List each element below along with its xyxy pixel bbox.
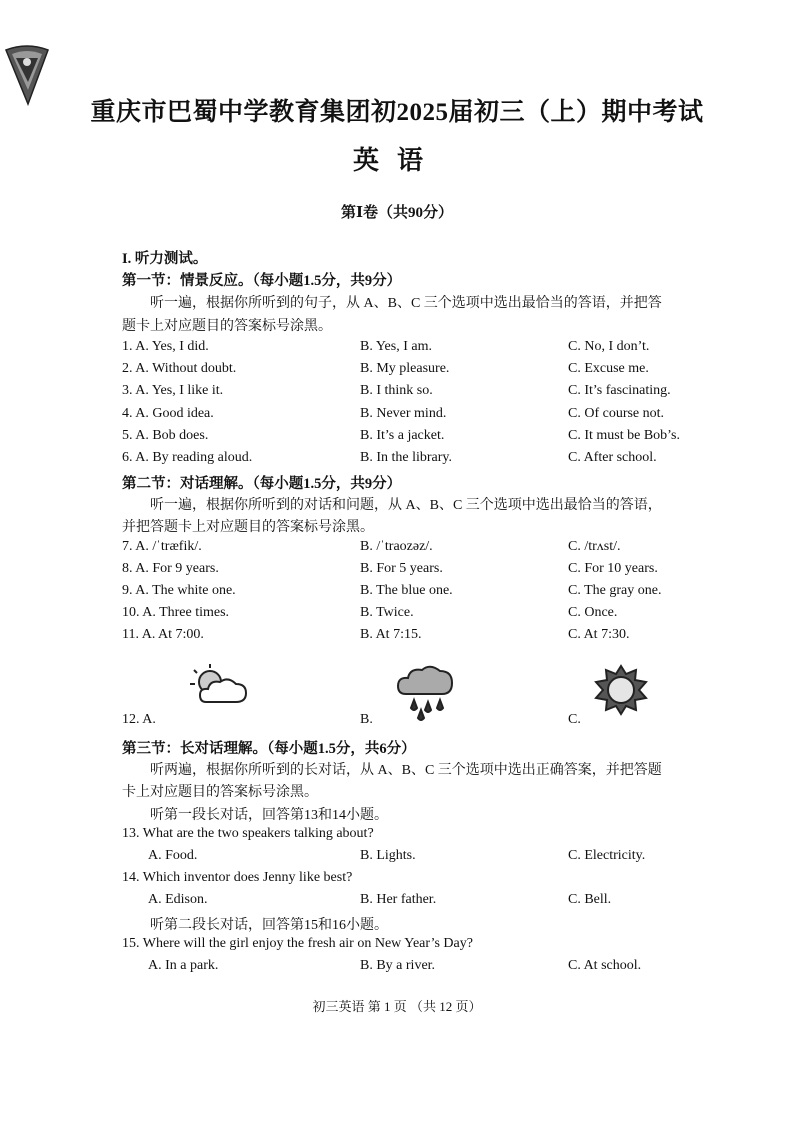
question-row xyxy=(122,383,682,403)
option-c: C. Excuse me. xyxy=(568,361,649,376)
option-a: 10. A. Three times. xyxy=(122,605,230,620)
question-row xyxy=(122,958,682,978)
sec1-heading: 第一节：情景反应。（每小题1.5分，共9分） xyxy=(122,273,402,289)
option-c: C. It’s fascinating. xyxy=(568,383,671,398)
dialog2-note: 听第二段长对话，回答第15和16小题。 xyxy=(150,918,388,933)
question-row xyxy=(122,892,682,912)
option-b: B. xyxy=(360,712,373,727)
option-c: C. At 7:30. xyxy=(568,627,630,642)
question-row xyxy=(122,539,682,559)
part1-heading: I. 听力测试。 xyxy=(122,251,208,267)
option-a: 5. A. Bob does. xyxy=(122,428,209,443)
question-row-12 xyxy=(122,712,682,732)
question-row xyxy=(122,627,682,647)
question-15: 15. Where will the girl enjoy the fresh air on New Year’s Day? xyxy=(122,936,473,951)
question-13: 13. What are the two speakers talking about? xyxy=(122,826,374,841)
sec2-instruction-line1: 听一遍，根据你所听到的对话和问题，从 A、B、C 三个选项中选出最恰当的答语， xyxy=(150,498,662,513)
option-a: A. In a park. xyxy=(148,958,219,973)
option-c: C. At school. xyxy=(568,958,642,973)
sun-cloud-icon xyxy=(188,662,252,708)
sec3-instruction-line2: 卡上对应题目的答案标号涂黑。 xyxy=(122,785,318,800)
question-row xyxy=(122,583,682,603)
option-b: B. The blue one. xyxy=(360,583,453,598)
question-row xyxy=(122,848,682,868)
question-14: 14. Which inventor does Jenny like best? xyxy=(122,870,353,885)
option-a: 11. A. At 7:00. xyxy=(122,627,204,642)
sec1-instruction-line1: 听一遍，根据你所听到的句子，从 A、B、C 三个选项中选出最恰当的答语，并把答 xyxy=(150,296,662,311)
sec2-heading: 第二节：对话理解。（每小题1.5分，共9分） xyxy=(122,476,402,492)
option-a: 3. A. Yes, I like it. xyxy=(122,383,224,398)
option-a: A. Food. xyxy=(148,848,198,863)
subject-title: 英语 xyxy=(352,146,441,175)
page-footer: 初三英语 第 1 页 （共 12 页） xyxy=(312,999,482,1014)
question-row xyxy=(122,605,682,625)
question-row xyxy=(122,450,682,470)
option-c: C. The gray one. xyxy=(568,583,662,598)
option-b: B. Never mind. xyxy=(360,406,447,421)
option-b: B. I think so. xyxy=(360,383,433,398)
volume-title: 第Ⅰ卷（共90分） xyxy=(340,205,454,221)
sec3-heading: 第三节：长对话理解。（每小题1.5分，共6分） xyxy=(122,741,416,757)
option-a: A. Edison. xyxy=(148,892,208,907)
option-a: 12. A. xyxy=(122,712,156,727)
sec3-instruction-line1: 听两遍，根据你所听到的长对话，从 A、B、C 三个选项中选出正确答案，并把答题 xyxy=(150,763,662,778)
question-row xyxy=(122,428,682,448)
option-c: C. It must be Bob’s. xyxy=(568,428,681,443)
option-b: B. At 7:15. xyxy=(360,627,422,642)
option-c: C. /trʌst/. xyxy=(568,539,621,554)
dialog1-note: 听第一段长对话，回答第13和14小题。 xyxy=(150,808,388,823)
option-b: B. Her father. xyxy=(360,892,437,907)
option-a: 7. A. /ˈtræfik/. xyxy=(122,539,202,554)
option-b: B. Lights. xyxy=(360,848,416,863)
option-a: 2. A. Without doubt. xyxy=(122,361,237,376)
option-b: B. It’s a jacket. xyxy=(360,428,445,443)
option-c: C. For 10 years. xyxy=(568,561,658,576)
option-c: C. After school. xyxy=(568,450,657,465)
exam-title: 重庆市巴蜀中学教育集团初2025届初三（上）期中考试 xyxy=(90,99,704,126)
sec1-instruction-line2: 题卡上对应题目的答案标号涂黑。 xyxy=(122,319,332,334)
option-c: C. xyxy=(568,712,581,727)
option-b: B. My pleasure. xyxy=(360,361,450,376)
option-b: B. Twice. xyxy=(360,605,414,620)
sec2-instruction-line2: 并把答题卡上对应题目的答案标号涂黑。 xyxy=(122,520,374,535)
question-row xyxy=(122,361,682,381)
option-b: B. /ˈtraozəz/. xyxy=(360,539,433,554)
option-a: 8. A. For 9 years. xyxy=(122,561,219,576)
option-b: B. In the library. xyxy=(360,450,453,465)
option-b: B. For 5 years. xyxy=(360,561,443,576)
question-row xyxy=(122,561,682,581)
option-b: B. By a river. xyxy=(360,958,436,973)
question-row xyxy=(122,406,682,426)
option-c: C. Electricity. xyxy=(568,848,646,863)
question-row xyxy=(122,339,682,359)
option-c: C. Of course not. xyxy=(568,406,665,421)
option-a: 6. A. By reading aloud. xyxy=(122,450,253,465)
option-c: C. Once. xyxy=(568,605,618,620)
option-a: 4. A. Good idea. xyxy=(122,406,214,421)
option-c: C. Bell. xyxy=(568,892,612,907)
option-a: 9. A. The white one. xyxy=(122,583,236,598)
option-c: C. No, I don’t. xyxy=(568,339,650,354)
option-b: B. Yes, I am. xyxy=(360,339,432,354)
option-a: 1. A. Yes, I did. xyxy=(122,339,209,354)
